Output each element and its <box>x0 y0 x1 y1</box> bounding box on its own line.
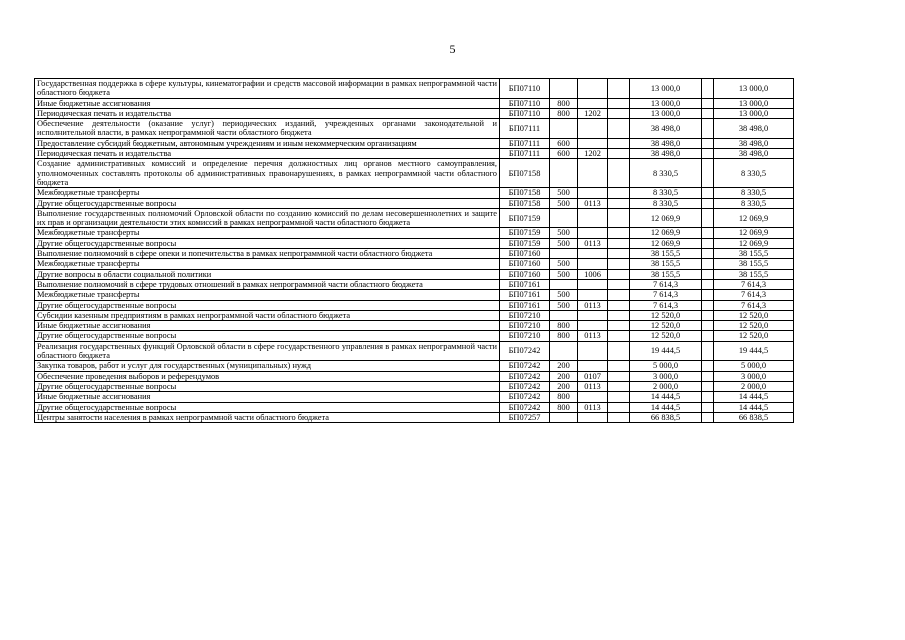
row-amount-1: 38 498,0 <box>630 138 702 148</box>
row-spacer <box>702 310 714 320</box>
row-description: Другие общегосударственные вопросы <box>35 402 500 412</box>
row-description: Периодическая печать и издательства <box>35 149 500 159</box>
row-description: Обеспечение проведения выборов и референдумов <box>35 371 500 381</box>
row-target-code: БП07158 <box>500 188 550 198</box>
row-section-code <box>578 341 608 361</box>
row-spacer <box>702 392 714 402</box>
row-amount-1: 8 330,5 <box>630 198 702 208</box>
row-spacer <box>608 392 630 402</box>
table-row <box>35 361 794 371</box>
row-expense-type <box>550 310 578 320</box>
row-expense-type: 600 <box>550 149 578 159</box>
row-spacer <box>702 188 714 198</box>
row-amount-1: 2 000,0 <box>630 381 702 391</box>
row-description: Иные бюджетные ассигнования <box>35 321 500 331</box>
row-target-code: БП07242 <box>500 402 550 412</box>
row-amount-1: 19 444,5 <box>630 341 702 361</box>
row-expense-type: 500 <box>550 228 578 238</box>
table-row <box>35 159 794 188</box>
row-spacer <box>702 290 714 300</box>
row-expense-type: 600 <box>550 138 578 148</box>
row-target-code: БП07210 <box>500 310 550 320</box>
row-section-code <box>578 321 608 331</box>
row-section-code <box>578 290 608 300</box>
row-spacer <box>702 159 714 188</box>
row-description: Другие вопросы в области социальной политики <box>35 269 500 279</box>
row-spacer <box>608 208 630 228</box>
row-expense-type: 200 <box>550 361 578 371</box>
row-target-code: БП07242 <box>500 392 550 402</box>
table-row <box>35 138 794 148</box>
table-row <box>35 381 794 391</box>
table-row <box>35 188 794 198</box>
row-expense-type <box>550 208 578 228</box>
row-expense-type <box>550 79 578 99</box>
row-description: Межбюджетные трансферты <box>35 188 500 198</box>
row-spacer <box>608 98 630 108</box>
row-expense-type: 500 <box>550 269 578 279</box>
row-amount-1: 3 000,0 <box>630 371 702 381</box>
row-spacer <box>608 198 630 208</box>
row-description: Другие общегосударственные вопросы <box>35 381 500 391</box>
row-spacer <box>702 138 714 148</box>
row-amount-1: 14 444,5 <box>630 402 702 412</box>
row-amount-1: 13 000,0 <box>630 98 702 108</box>
row-target-code: БП07159 <box>500 238 550 248</box>
row-description: Межбюджетные трансферты <box>35 228 500 238</box>
row-amount-2: 19 444,5 <box>714 341 794 361</box>
row-amount-2: 13 000,0 <box>714 79 794 99</box>
row-section-code: 0113 <box>578 238 608 248</box>
row-amount-2: 5 000,0 <box>714 361 794 371</box>
row-description: Закупка товаров, работ и услуг для государственных (муниципальных) нужд <box>35 361 500 371</box>
row-section-code: 1202 <box>578 108 608 118</box>
row-spacer <box>702 412 714 422</box>
row-description: Государственная поддержка в сфере культуры, кинематографии и средств массовой информации в рамках непрограммной части областного бюджета <box>35 79 500 99</box>
row-spacer <box>702 79 714 99</box>
row-spacer <box>608 412 630 422</box>
row-spacer <box>702 149 714 159</box>
row-description: Иные бюджетные ассигнования <box>35 98 500 108</box>
row-target-code: БП07158 <box>500 198 550 208</box>
row-description: Периодическая печать и издательства <box>35 108 500 118</box>
row-target-code: БП07242 <box>500 371 550 381</box>
row-spacer <box>608 331 630 341</box>
row-spacer <box>608 321 630 331</box>
row-amount-2: 38 498,0 <box>714 149 794 159</box>
row-description: Межбюджетные трансферты <box>35 290 500 300</box>
row-spacer <box>608 149 630 159</box>
row-section-code <box>578 412 608 422</box>
row-amount-1: 13 000,0 <box>630 79 702 99</box>
row-section-code <box>578 228 608 238</box>
row-amount-2: 7 614,3 <box>714 300 794 310</box>
row-amount-2: 38 498,0 <box>714 119 794 139</box>
row-amount-1: 12 520,0 <box>630 310 702 320</box>
row-expense-type: 800 <box>550 98 578 108</box>
row-amount-2: 14 444,5 <box>714 392 794 402</box>
table-row <box>35 279 794 289</box>
row-spacer <box>608 249 630 259</box>
row-spacer <box>608 159 630 188</box>
row-target-code: БП07242 <box>500 341 550 361</box>
budget-table-body <box>35 79 794 423</box>
row-expense-type: 500 <box>550 259 578 269</box>
row-target-code: БП07160 <box>500 249 550 259</box>
row-amount-1: 12 069,9 <box>630 238 702 248</box>
row-spacer <box>608 300 630 310</box>
table-row <box>35 249 794 259</box>
row-target-code: БП07161 <box>500 279 550 289</box>
row-expense-type: 500 <box>550 188 578 198</box>
row-target-code: БП07111 <box>500 119 550 139</box>
table-row <box>35 208 794 228</box>
row-spacer <box>608 341 630 361</box>
row-amount-2: 38 498,0 <box>714 138 794 148</box>
row-spacer <box>702 361 714 371</box>
table-row <box>35 79 794 99</box>
row-target-code: БП07210 <box>500 331 550 341</box>
row-amount-2: 12 069,9 <box>714 208 794 228</box>
row-expense-type: 800 <box>550 392 578 402</box>
row-spacer <box>608 138 630 148</box>
row-spacer <box>608 228 630 238</box>
row-amount-2: 7 614,3 <box>714 290 794 300</box>
row-amount-2: 38 155,5 <box>714 249 794 259</box>
row-expense-type: 500 <box>550 300 578 310</box>
row-amount-1: 14 444,5 <box>630 392 702 402</box>
row-expense-type <box>550 119 578 139</box>
row-section-code <box>578 279 608 289</box>
row-target-code: БП07111 <box>500 149 550 159</box>
row-spacer <box>702 108 714 118</box>
row-section-code <box>578 79 608 99</box>
row-section-code: 1202 <box>578 149 608 159</box>
row-amount-2: 12 520,0 <box>714 331 794 341</box>
row-amount-2: 2 000,0 <box>714 381 794 391</box>
table-row <box>35 392 794 402</box>
row-spacer <box>608 279 630 289</box>
row-description: Другие общегосударственные вопросы <box>35 238 500 248</box>
row-expense-type: 800 <box>550 108 578 118</box>
row-description: Выполнение полномочий в сфере опеки и попечительства в рамках непрограммной части областного бюджета <box>35 249 500 259</box>
table-row <box>35 290 794 300</box>
table-row <box>35 98 794 108</box>
row-spacer <box>702 98 714 108</box>
row-spacer <box>702 341 714 361</box>
row-expense-type: 800 <box>550 331 578 341</box>
row-description: Реализация государственных функций Орловской области в сфере государственного управления в рамках непрограммной части областного бюджета <box>35 341 500 361</box>
row-description: Центры занятости населения в рамках непрограммной части областного бюджета <box>35 412 500 422</box>
row-amount-1: 12 069,9 <box>630 228 702 238</box>
row-spacer <box>702 371 714 381</box>
table-row <box>35 300 794 310</box>
row-amount-2: 12 069,9 <box>714 238 794 248</box>
table-row <box>35 119 794 139</box>
row-amount-1: 38 498,0 <box>630 149 702 159</box>
row-expense-type: 200 <box>550 371 578 381</box>
row-spacer <box>702 331 714 341</box>
row-amount-1: 66 838,5 <box>630 412 702 422</box>
row-target-code: БП07111 <box>500 138 550 148</box>
row-description: Создание административных комиссий и определение перечня должностных лиц органов местного самоуправления, уполномоченных составлять протоколы об административных правонарушениях, в рамках непрограммной части областного бюджета <box>35 159 500 188</box>
row-spacer <box>702 269 714 279</box>
row-section-code <box>578 208 608 228</box>
row-amount-1: 38 498,0 <box>630 119 702 139</box>
row-spacer <box>608 371 630 381</box>
row-section-code <box>578 392 608 402</box>
table-row <box>35 341 794 361</box>
row-expense-type: 500 <box>550 290 578 300</box>
row-expense-type: 200 <box>550 381 578 391</box>
row-amount-1: 13 000,0 <box>630 108 702 118</box>
row-description: Другие общегосударственные вопросы <box>35 198 500 208</box>
row-target-code: БП07110 <box>500 79 550 99</box>
page-number: 5 <box>449 42 456 56</box>
row-spacer <box>608 381 630 391</box>
row-amount-2: 38 155,5 <box>714 259 794 269</box>
table-row <box>35 108 794 118</box>
row-amount-1: 12 520,0 <box>630 331 702 341</box>
row-amount-2: 7 614,3 <box>714 279 794 289</box>
table-row <box>35 269 794 279</box>
row-target-code: БП07158 <box>500 159 550 188</box>
row-amount-2: 66 838,5 <box>714 412 794 422</box>
row-expense-type <box>550 341 578 361</box>
row-spacer <box>702 381 714 391</box>
row-spacer <box>702 228 714 238</box>
row-description: Выполнение государственных полномочий Орловской области по созданию комиссий по делам несовершеннолетних и защите их прав и организации деятельности этих комиссий в рамках непрограммной части областного бюджета <box>35 208 500 228</box>
table-row <box>35 412 794 422</box>
row-target-code: БП07242 <box>500 381 550 391</box>
row-target-code: БП07210 <box>500 321 550 331</box>
row-section-code <box>578 310 608 320</box>
row-target-code: БП07160 <box>500 259 550 269</box>
row-description: Другие общегосударственные вопросы <box>35 331 500 341</box>
row-expense-type: 800 <box>550 402 578 412</box>
row-description: Иные бюджетные ассигнования <box>35 392 500 402</box>
row-spacer <box>608 188 630 198</box>
row-section-code <box>578 361 608 371</box>
row-amount-2: 8 330,5 <box>714 188 794 198</box>
table-row <box>35 149 794 159</box>
row-spacer <box>608 361 630 371</box>
row-section-code <box>578 98 608 108</box>
row-section-code: 0113 <box>578 381 608 391</box>
row-target-code: БП07257 <box>500 412 550 422</box>
row-spacer <box>702 321 714 331</box>
row-expense-type: 500 <box>550 238 578 248</box>
row-amount-1: 7 614,3 <box>630 300 702 310</box>
row-target-code: БП07110 <box>500 108 550 118</box>
row-amount-1: 12 520,0 <box>630 321 702 331</box>
row-amount-2: 13 000,0 <box>714 98 794 108</box>
row-amount-1: 38 155,5 <box>630 259 702 269</box>
row-section-code: 0113 <box>578 331 608 341</box>
row-spacer <box>702 300 714 310</box>
row-amount-2: 12 520,0 <box>714 310 794 320</box>
row-spacer <box>608 269 630 279</box>
row-amount-2: 13 000,0 <box>714 108 794 118</box>
row-section-code: 0113 <box>578 198 608 208</box>
row-expense-type: 500 <box>550 198 578 208</box>
row-description: Межбюджетные трансферты <box>35 259 500 269</box>
row-expense-type <box>550 279 578 289</box>
table-row <box>35 321 794 331</box>
row-section-code <box>578 188 608 198</box>
table-row <box>35 259 794 269</box>
row-section-code <box>578 259 608 269</box>
row-amount-1: 12 069,9 <box>630 208 702 228</box>
row-amount-2: 12 069,9 <box>714 228 794 238</box>
row-description: Выполнение полномочий в сфере трудовых отношений в рамках непрограммной части областного бюджета <box>35 279 500 289</box>
row-amount-2: 38 155,5 <box>714 269 794 279</box>
table-row <box>35 371 794 381</box>
row-description: Другие общегосударственные вопросы <box>35 300 500 310</box>
row-spacer <box>702 279 714 289</box>
row-section-code <box>578 249 608 259</box>
budget-table <box>34 78 794 423</box>
row-target-code: БП07242 <box>500 361 550 371</box>
row-amount-1: 7 614,3 <box>630 279 702 289</box>
row-description: Предоставление субсидий бюджетным, автономным учреждениям и иным некоммерческим организациям <box>35 138 500 148</box>
row-spacer <box>608 79 630 99</box>
row-target-code: БП07161 <box>500 290 550 300</box>
row-section-code <box>578 138 608 148</box>
row-section-code: 0107 <box>578 371 608 381</box>
table-row <box>35 238 794 248</box>
row-amount-1: 5 000,0 <box>630 361 702 371</box>
row-amount-1: 7 614,3 <box>630 290 702 300</box>
row-spacer <box>702 198 714 208</box>
row-section-code: 0113 <box>578 300 608 310</box>
table-row <box>35 402 794 412</box>
table-row <box>35 228 794 238</box>
row-amount-2: 8 330,5 <box>714 198 794 208</box>
row-amount-1: 38 155,5 <box>630 249 702 259</box>
row-section-code <box>578 159 608 188</box>
row-amount-2: 8 330,5 <box>714 159 794 188</box>
row-spacer <box>702 208 714 228</box>
row-spacer <box>608 108 630 118</box>
row-spacer <box>608 310 630 320</box>
row-target-code: БП07161 <box>500 300 550 310</box>
row-target-code: БП07159 <box>500 228 550 238</box>
row-spacer <box>608 290 630 300</box>
table-row <box>35 331 794 341</box>
table-row <box>35 198 794 208</box>
row-amount-2: 12 520,0 <box>714 321 794 331</box>
row-amount-2: 3 000,0 <box>714 371 794 381</box>
row-amount-1: 8 330,5 <box>630 159 702 188</box>
row-spacer <box>702 402 714 412</box>
row-section-code: 0113 <box>578 402 608 412</box>
row-amount-2: 14 444,5 <box>714 402 794 412</box>
row-spacer <box>702 249 714 259</box>
row-description: Субсидии казенным предприятиям в рамках непрограммной части областного бюджета <box>35 310 500 320</box>
row-expense-type <box>550 412 578 422</box>
row-amount-1: 8 330,5 <box>630 188 702 198</box>
row-amount-1: 38 155,5 <box>630 269 702 279</box>
row-spacer <box>702 259 714 269</box>
row-spacer <box>702 119 714 139</box>
row-target-code: БП07110 <box>500 98 550 108</box>
row-expense-type: 800 <box>550 321 578 331</box>
row-spacer <box>702 238 714 248</box>
row-spacer <box>608 119 630 139</box>
row-target-code: БП07159 <box>500 208 550 228</box>
row-section-code <box>578 119 608 139</box>
row-expense-type <box>550 249 578 259</box>
row-spacer <box>608 259 630 269</box>
table-row <box>35 310 794 320</box>
row-description: Обеспечение деятельности (оказание услуг) периодических изданий, учрежденных органами законодательной и исполнительной власти, в рамках непрограммной части областного бюджета <box>35 119 500 139</box>
row-spacer <box>608 402 630 412</box>
row-expense-type <box>550 159 578 188</box>
row-spacer <box>608 238 630 248</box>
row-section-code: 1006 <box>578 269 608 279</box>
row-target-code: БП07160 <box>500 269 550 279</box>
